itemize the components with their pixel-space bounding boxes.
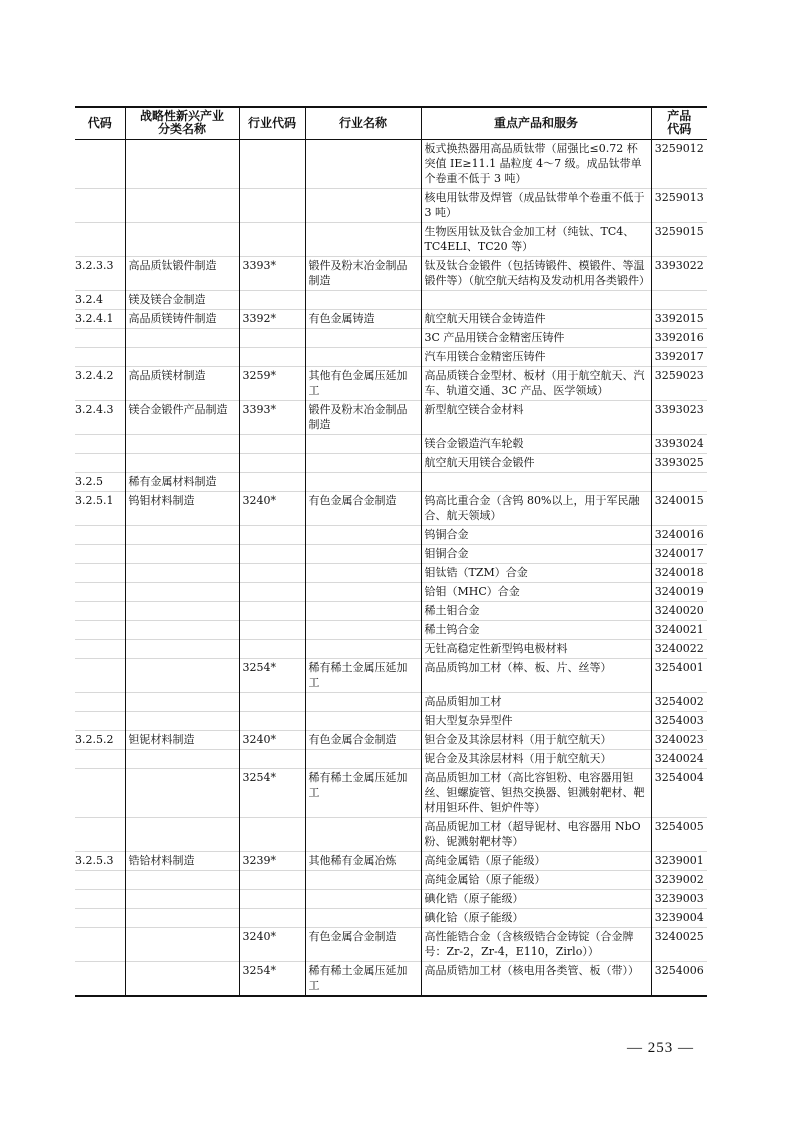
table-row [75,256,707,290]
row-industry-name [305,347,421,366]
row-industry-code: 3254* [239,658,305,692]
row-category-name [125,601,239,620]
table-row [75,851,707,870]
table-body [75,139,707,996]
row-product: 钼铜合金 [421,544,651,563]
row-code [75,347,125,366]
table-row [75,639,707,658]
table-row [75,620,707,639]
row-category-name [125,347,239,366]
table-row [75,927,707,961]
row-industry-name [305,620,421,639]
table-row [75,768,707,817]
row-product-code: 3254002 [651,692,707,711]
row-industry-name: 锻件及粉末冶金制品制造 [305,400,421,434]
row-product: 无钍高稳定性新型钨电极材料 [421,639,651,658]
table-row [75,711,707,730]
row-code [75,453,125,472]
table-row [75,601,707,620]
row-product: 稀土钨合金 [421,620,651,639]
row-code [75,582,125,601]
row-industry-name: 锻件及粉末冶金制品制造 [305,256,421,290]
row-product-code: 3240021 [651,620,707,639]
row-product: 钽合金及其涂层材料（用于航空航天） [421,730,651,749]
row-industry-name: 有色金属合金制造 [305,730,421,749]
row-code: 3.2.5.3 [75,853,114,867]
row-code [75,817,125,851]
row-code [75,870,125,889]
row-category-name [125,139,239,188]
row-code: 3.2.5 [75,474,103,488]
row-product-code: 3259015 [651,222,707,256]
row-industry-name [305,870,421,889]
row-code [75,434,125,453]
row-product-code: 3393025 [651,453,707,472]
row-product: 核电用钛带及焊管（成品钛带单个卷重不低于 3 吨） [421,188,651,222]
row-industry-name [305,472,421,491]
table-row [75,290,707,309]
row-product: 高品质铌加工材（超导铌材、电容器用 NbO 粉、铌溅射靶材等） [421,817,651,851]
row-category-name [125,768,239,817]
row-category-name [125,927,239,961]
table-row [75,491,707,525]
row-category-name [125,749,239,768]
row-code [75,711,125,730]
row-product-code: 3254005 [651,817,707,851]
row-category-name [125,544,239,563]
row-product: 钼钛锆（TZM）合金 [421,563,651,582]
row-product: 高品质镁合金型材、板材（用于航空航天、汽车、轨道交通、3C 产品、医学领域） [421,366,651,400]
row-category-name [125,870,239,889]
row-product: 钨高比重合金（含钨 80%以上，用于军民融合、航天领域） [421,491,651,525]
row-product: 3C 产品用镁合金精密压铸件 [421,328,651,347]
row-industry-name [305,434,421,453]
row-category-name: 钽铌材料制造 [125,730,239,749]
row-industry-code [239,290,305,309]
row-industry-code [239,908,305,927]
row-product-code: 3240020 [651,601,707,620]
row-product-code: 3240017 [651,544,707,563]
table-row [75,749,707,768]
row-code [75,749,125,768]
table-row [75,139,707,188]
row-product: 航空航天用镁合金铸造件 [421,309,651,328]
row-industry-code [239,817,305,851]
row-product: 镁合金锻造汽车轮毂 [421,434,651,453]
row-product-code: 3254003 [651,711,707,730]
table-row [75,434,707,453]
row-industry-name [305,328,421,347]
row-product: 生物医用钛及钛合金加工材（纯钛、TC4、TC4ELI、TC20 等） [421,222,651,256]
row-industry-code: 3240* [239,730,305,749]
row-product-code: 3392015 [651,309,707,328]
row-category-name: 高品质镁材制造 [125,366,239,400]
row-product [421,472,651,491]
row-category-name [125,582,239,601]
row-product-code: 3254004 [651,768,707,817]
table-row [75,908,707,927]
row-code [75,544,125,563]
row-industry-code [239,711,305,730]
row-industry-name: 其他稀有金属冶炼 [305,851,421,870]
row-industry-code: 3392* [239,309,305,328]
row-category-name [125,639,239,658]
row-category-name: 镁合金锻件产品制造 [125,400,239,434]
row-industry-name [305,544,421,563]
row-industry-code [239,544,305,563]
row-product: 高品质钽加工材（高比容钽粉、电容器用钽丝、钽螺旋管、钽热交换器、钽溅射靶材、靶材用钽环件、钽炉件等） [421,768,651,817]
row-product-code: 3240024 [651,749,707,768]
table-row [75,544,707,563]
page-number: — 253 — [627,1040,694,1056]
row-industry-code: 3393* [239,400,305,434]
row-industry-name [305,889,421,908]
table-row [75,961,707,996]
row-category-name [125,222,239,256]
row-code [75,525,125,544]
row-industry-code: 3254* [239,961,305,996]
row-product: 高品质钼加工材 [421,692,651,711]
row-code: 3.2.5.2 [75,732,114,746]
row-industry-code: 3240* [239,927,305,961]
table-row [75,582,707,601]
row-code: 3.2.4.3 [75,402,114,416]
table-row [75,730,707,749]
row-industry-name: 有色金属合金制造 [305,491,421,525]
row-product-code: 3392016 [651,328,707,347]
row-category-name: 高品质镁铸件制造 [125,309,239,328]
row-product: 碘化锆（原子能级） [421,889,651,908]
row-industry-code [239,692,305,711]
row-category-name [125,711,239,730]
header-industry-name: 行业名称 [305,107,421,139]
row-product-code: 3239001 [651,851,707,870]
row-product: 钨铜合金 [421,525,651,544]
row-code [75,658,125,692]
row-category-name [125,961,239,996]
row-code [75,889,125,908]
row-category-name [125,525,239,544]
row-industry-code: 3259* [239,366,305,400]
row-code [75,188,125,222]
row-product-code: 3392017 [651,347,707,366]
row-category-name [125,658,239,692]
row-category-name [125,817,239,851]
row-industry-code [239,188,305,222]
row-industry-name [305,817,421,851]
row-product-code: 3254006 [651,961,707,996]
row-product-code: 3393024 [651,434,707,453]
row-industry-code: 3254* [239,768,305,817]
row-product-code: 3240015 [651,491,707,525]
row-industry-name [305,692,421,711]
row-industry-name: 有色金属合金制造 [305,927,421,961]
row-category-name: 钨钼材料制造 [125,491,239,525]
row-product: 铌合金及其涂层材料（用于航空航天） [421,749,651,768]
table-header [75,107,707,139]
table-row [75,400,707,434]
row-industry-name [305,525,421,544]
row-product-code: 3259023 [651,366,707,400]
row-product: 高纯金属锆（原子能级） [421,851,651,870]
row-product-code: 3240025 [651,927,707,961]
row-industry-code [239,870,305,889]
row-category-name [125,328,239,347]
row-code [75,620,125,639]
row-code [75,222,125,256]
row-product-code: 3240016 [651,525,707,544]
row-industry-name [305,139,421,188]
row-industry-code [239,749,305,768]
row-industry-code [239,472,305,491]
table-row [75,658,707,692]
row-category-name [125,434,239,453]
row-code [75,768,125,817]
industry-classification-table [75,106,707,997]
row-industry-code [239,639,305,658]
table-row [75,188,707,222]
row-product: 航空航天用镁合金锻件 [421,453,651,472]
table-row [75,366,707,400]
row-industry-name: 稀有稀土金属压延加工 [305,768,421,817]
row-industry-code [239,222,305,256]
row-category-name [125,908,239,927]
table-row [75,525,707,544]
row-category-name [125,889,239,908]
row-code [75,639,125,658]
row-code [75,927,125,961]
row-industry-code [239,328,305,347]
row-industry-code [239,347,305,366]
table-row [75,563,707,582]
row-industry-name [305,639,421,658]
row-product-code: 3240023 [651,730,707,749]
row-category-name: 锆铪材料制造 [125,851,239,870]
row-code [75,563,125,582]
row-industry-name: 其他有色金属压延加工 [305,366,421,400]
row-product-code: 3393023 [651,400,707,434]
row-industry-name [305,749,421,768]
row-industry-name [305,453,421,472]
table-row [75,222,707,256]
row-industry-name [305,582,421,601]
row-product-code: 3254001 [651,658,707,692]
row-product-code: 3240019 [651,582,707,601]
row-code [75,139,125,188]
row-product: 钛及钛合金锻件（包括铸锻件、模锻件、等温锻件等）（航空航天结构及发动机用各类锻件） [421,256,651,290]
row-product-code [651,290,707,309]
row-industry-code [239,582,305,601]
header-products: 重点产品和服务 [421,107,651,139]
row-category-name: 稀有金属材料制造 [125,472,239,491]
row-category-name [125,692,239,711]
row-code: 3.2.4.1 [75,311,114,325]
row-industry-code [239,563,305,582]
row-product-code: 3240018 [651,563,707,582]
row-industry-code [239,889,305,908]
table-row [75,817,707,851]
row-industry-name [305,290,421,309]
row-category-name: 镁及镁合金制造 [125,290,239,309]
row-code: 3.2.3.3 [75,258,114,272]
row-product: 高纯金属铪（原子能级） [421,870,651,889]
header-category-name: 战略性新兴产业 分类名称 [125,107,239,139]
row-product: 高性能锆合金（含核级锆合金铸锭（合金牌号：Zr-2，Zr-4，E110，Zirlo）） [421,927,651,961]
row-industry-name [305,908,421,927]
row-category-name: 高品质钛锻件制造 [125,256,239,290]
row-category-name [125,620,239,639]
row-product: 高品质锆加工材（核电用各类管、板（带）） [421,961,651,996]
table-row [75,347,707,366]
header-product-code: 产品 代码 [651,107,707,139]
row-industry-name: 稀有稀土金属压延加工 [305,658,421,692]
row-category-name [125,453,239,472]
row-industry-code [239,453,305,472]
row-industry-code: 3240* [239,491,305,525]
row-product: 稀土钼合金 [421,601,651,620]
row-industry-name [305,222,421,256]
row-industry-name [305,188,421,222]
row-code: 3.2.4.2 [75,368,114,382]
row-industry-name: 稀有稀土金属压延加工 [305,961,421,996]
table-row [75,692,707,711]
row-product: 汽车用镁合金精密压铸件 [421,347,651,366]
row-industry-name [305,711,421,730]
row-industry-name [305,601,421,620]
row-code [75,601,125,620]
row-product: 铪钼（MHC）合金 [421,582,651,601]
table-row [75,889,707,908]
row-code: 3.2.5.1 [75,493,114,507]
row-code [75,328,125,347]
row-product-code: 3239002 [651,870,707,889]
row-industry-name [305,563,421,582]
row-code: 3.2.4 [75,292,103,306]
row-product-code: 3259013 [651,188,707,222]
row-industry-code [239,139,305,188]
row-product-code: 3239003 [651,889,707,908]
row-product-code: 3259012 [651,139,707,188]
row-product-code: 3239004 [651,908,707,927]
row-product-code [651,472,707,491]
row-category-name [125,563,239,582]
table-row [75,328,707,347]
row-product-code: 3393022 [651,256,707,290]
row-industry-code: 3239* [239,851,305,870]
row-industry-code [239,601,305,620]
row-category-name [125,188,239,222]
table-row [75,472,707,491]
row-industry-name: 有色金属铸造 [305,309,421,328]
row-product [421,290,651,309]
row-product: 高品质钨加工材（棒、板、片、丝等） [421,658,651,692]
row-code [75,908,125,927]
row-product-code: 3240022 [651,639,707,658]
row-industry-code [239,620,305,639]
row-product: 新型航空镁合金材料 [421,400,651,434]
row-code [75,961,125,996]
table-row [75,870,707,889]
row-code [75,692,125,711]
row-product: 钼大型复杂异型件 [421,711,651,730]
table-row [75,453,707,472]
table-row [75,309,707,328]
row-industry-code [239,525,305,544]
header-industry-code: 行业代码 [239,107,305,139]
row-product: 板式换热器用高品质钛带（屈强比≤0.72 杯突值 IE≥11.1 晶粒度 4～7 级。成品钛带单个卷重不低于 3 吨） [421,139,651,188]
header-code: 代码 [75,107,125,139]
row-product: 碘化铪（原子能级） [421,908,651,927]
row-industry-code: 3393* [239,256,305,290]
row-industry-code [239,434,305,453]
